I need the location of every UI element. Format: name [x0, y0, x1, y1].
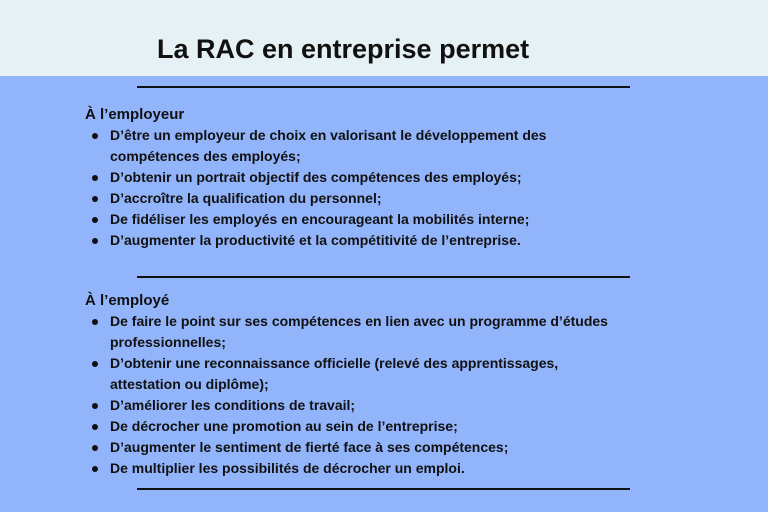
bullet-icon: [92, 175, 98, 181]
header-band: [0, 0, 768, 76]
employee-benefit-1: [85, 311, 735, 353]
employee-benefit-2: [85, 353, 735, 395]
employer-benefits-list: [85, 125, 735, 251]
employer-section: [85, 104, 735, 251]
employee-benefit-6-text: De multiplier les possibilités de décrocher un emploi.: [110, 460, 465, 476]
employer-benefit-2-text: D’obtenir un portrait objectif des compétences des employés;: [110, 169, 522, 185]
bullet-icon: [92, 238, 98, 244]
employer-benefit-1: [85, 125, 735, 167]
employer-benefit-3: [85, 188, 735, 209]
employee-benefits-list: [85, 311, 735, 479]
employee-benefit-6: [85, 458, 735, 479]
employee-benefit-5-text: D’augmenter le sentiment de fierté face à ses compétences;: [110, 439, 509, 455]
bottom-divider: [137, 488, 630, 490]
employer-benefit-4-text: De fidéliser les employés en encourageant la mobilités interne;: [110, 211, 530, 227]
employee-benefit-2-line-1: D’obtenir une reconnaissance officielle (relevé des apprentissages,: [110, 355, 559, 371]
employer-benefit-3-text: D’accroître la qualification du personnel;: [110, 190, 382, 206]
bullet-icon: [92, 361, 98, 367]
bullet-icon: [92, 445, 98, 451]
employee-benefit-3: [85, 395, 735, 416]
employee-benefit-3-text: D’améliorer les conditions de travail;: [110, 397, 356, 413]
bullet-icon: [92, 217, 98, 223]
page-title: La RAC en entreprise permet: [157, 34, 530, 64]
employee-benefit-1-line-1: De faire le point sur ses compétences en lien avec un programme d’études: [110, 313, 608, 329]
employee-section: [85, 290, 735, 479]
employee-benefit-4-text: De décrocher une promotion au sein de l’entreprise;: [110, 418, 458, 434]
bullet-icon: [92, 403, 98, 409]
employee-benefit-1-line-2: professionnelles;: [110, 334, 226, 350]
bullet-icon: [92, 424, 98, 430]
employee-benefit-5: [85, 437, 735, 458]
top-divider: [137, 86, 630, 88]
employer-benefit-1-line-2: compétences des employés;: [110, 148, 301, 164]
employer-benefit-4: [85, 209, 735, 230]
bullet-icon: [92, 196, 98, 202]
employee-benefit-4: [85, 416, 735, 437]
bullet-icon: [92, 319, 98, 325]
employee-benefit-2-line-2: attestation ou diplôme);: [110, 376, 269, 392]
bullet-icon: [92, 133, 98, 139]
employer-benefit-1-line-1: D’être un employeur de choix en valorisant le développement des: [110, 127, 547, 143]
employer-heading: À l’employeur: [85, 106, 185, 123]
employer-benefit-2: [85, 167, 735, 188]
employer-benefit-5-text: D’augmenter la productivité et la compétitivité de l’entreprise.: [110, 232, 521, 248]
bullet-icon: [92, 466, 98, 472]
employer-benefit-5: [85, 230, 735, 251]
middle-divider: [137, 276, 630, 278]
employee-heading: À l’employé: [85, 292, 170, 309]
